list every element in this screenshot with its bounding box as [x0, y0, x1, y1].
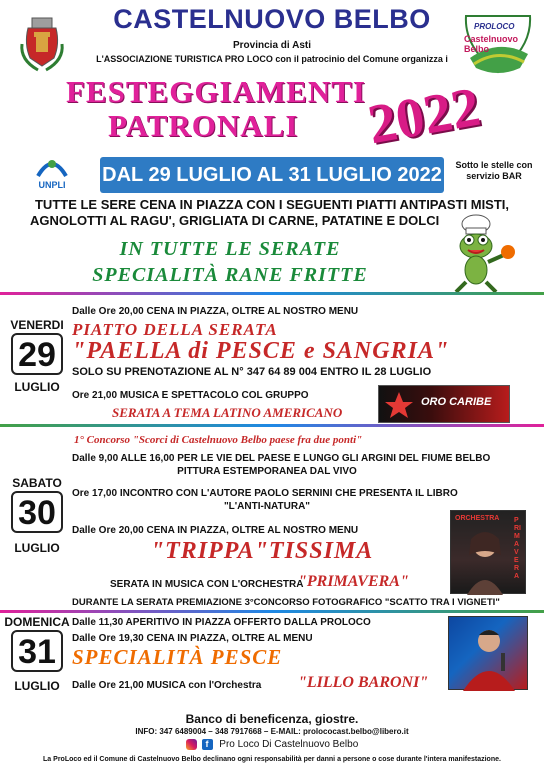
day2-book-2: "L'ANTI-NATURA" [223, 501, 311, 512]
menu-line-2: AGNOLOTTI AL RAGU', GRIGLIATA DI CARNE, PATATINE E DOLCI [30, 213, 440, 228]
day2-weekday: SABATO [12, 476, 62, 490]
day3-month: LUGLIO [14, 679, 60, 693]
day2-contest: 1° Concorso "Scorci di Castelnuovo Belbo paese fra due ponti" [74, 434, 363, 446]
day2-orchestra: "PRIMAVERA" [298, 573, 409, 590]
province-label: Provincia di Asti [233, 40, 311, 51]
day3-specialty: SPECIALITÀ PESCE [72, 645, 283, 669]
day1-month: LUGLIO [14, 380, 60, 394]
footer-social-label: Pro Loco Di Castelnuovo Belbo [219, 739, 359, 750]
day1-music: Ore 21,00 MUSICA E SPETTACOLO COL GRUPPO [72, 390, 309, 401]
day2-dinner: Dalle Ore 20,00 CENA IN PIAZZA, OLTRE AL NOSTRO MENU [72, 525, 359, 536]
day1-weekday: VENERDI [10, 318, 64, 332]
proloco-logo-brand: PROLOCO [474, 22, 515, 31]
day2-award: DURANTE LA SERATA PREMIAZIONE 3°CONCORSO FOTOGRAFICO "SCATTO TRA I VIGNETI" [72, 597, 500, 608]
footer-info: INFO: 347 6489004 – 348 7917668 – E-MAIL: prolococast.belbo@libero.it [135, 727, 409, 736]
fest-title-line2: PATRONALI [108, 108, 299, 143]
frog-specialty: SPECIALITÀ RANE FRITTE [92, 264, 368, 286]
day2-painting-1: Dalle 9,00 ALLE 16,00 PER LE VIE DEL PAESE E LUNGO GLI ARGINI DEL FIUME BELBO [72, 453, 491, 464]
day3-dinner: Dalle Ore 19,30 CENA IN PIAZZA, OLTRE AL MENU [72, 633, 313, 644]
section-divider [0, 610, 544, 613]
proloco-logo-name-2: Belbo [464, 44, 490, 54]
facebook-icon: f [202, 739, 213, 750]
menu-line-1: TUTTE LE SERE CENA IN PIAZZA CON I SEGUENTI PIATTI ANTIPASTI MISTI, [34, 197, 510, 212]
oro-caribe-label: ORO CARIBE [421, 396, 492, 408]
day2-book-1: Ore 17,00 INCONTRO CON L'AUTORE PAOLO SERNINI CHE PRESENTA IL LIBRO [72, 488, 458, 499]
oro-caribe-photo [378, 385, 510, 423]
day3-music: Dalle Ore 21,00 MUSICA con l'Orchestra [72, 680, 262, 691]
lillo-baroni-photo [448, 616, 528, 690]
every-night-label: IN TUTTE LE SERATE [119, 238, 341, 260]
footer-disclaimer: La ProLoco ed il Comune di Castelnuovo Belbo declinano ogni responsabilità per danni a persone o cose durante l'intera manifestazione. [43, 756, 501, 763]
town-title: CASTELNUOVO BELBO [113, 4, 431, 34]
day3-weekday: DOMENICA [4, 615, 70, 629]
day2-month: LUGLIO [14, 541, 60, 555]
event-year: 2022 [363, 75, 485, 157]
footer-charity: Banco di beneficenza, giostre. [185, 712, 359, 726]
day2-number: 30 [11, 491, 63, 533]
section-divider [0, 424, 544, 427]
day3-aperitif: Dalle 11,30 APERITIVO IN PIAZZA OFFERTO DALLA PROLOCO [72, 617, 371, 628]
day1-booking: SOLO SU PRENOTAZIONE AL N° 347 64 89 004 ENTRO IL 28 LUGLIO [72, 366, 432, 378]
bar-note: Sotto le stelle con servizio BAR [455, 160, 533, 181]
frog-chef-icon [446, 212, 518, 294]
day1-dinner: Dalle Ore 20,00 CENA IN PIAZZA, OLTRE AL NOSTRO MENU [72, 306, 359, 317]
photo-orchestra-label: ORCHESTRA [455, 515, 500, 522]
day2-painting-2: PITTURA ESTEMPORANEA DAL VIVO [177, 466, 357, 477]
day1-dish-intro: PIATTO DELLA SERATA [72, 320, 278, 339]
proloco-logo-name-1: Castelnuovo [464, 34, 519, 44]
day3-number: 31 [11, 630, 63, 672]
day1-theme: SERATA A TEMA LATINO AMERICANO [112, 405, 343, 420]
day2-dish: "TRIPPA"TISSIMA [150, 538, 374, 564]
section-divider [0, 292, 544, 295]
day1-dish: "PAELLA di PESCE e SANGRIA" [72, 338, 450, 364]
event-dates: DAL 29 LUGLIO AL 31 LUGLIO 2022 [100, 157, 444, 193]
proloco-logo [460, 8, 536, 82]
day2-music: SERATA IN MUSICA CON L'ORCHESTRA [110, 579, 304, 590]
fest-title-line1: FESTEGGIAMENTI [66, 74, 366, 109]
day1-number: 29 [11, 333, 63, 375]
unpli-label: UNPLI [38, 180, 66, 190]
instagram-icon [186, 739, 197, 750]
footer-social [0, 739, 544, 750]
organizer-line: L'ASSOCIAZIONE TURISTICA PRO LOCO con il patrocinio del Comune organizza i [96, 54, 448, 64]
orchestra-primavera-photo [450, 510, 526, 594]
day3-orchestra: "LILLO BARONI" [298, 674, 429, 691]
photo-primavera-vertical: PRIMAVERA [514, 517, 521, 580]
